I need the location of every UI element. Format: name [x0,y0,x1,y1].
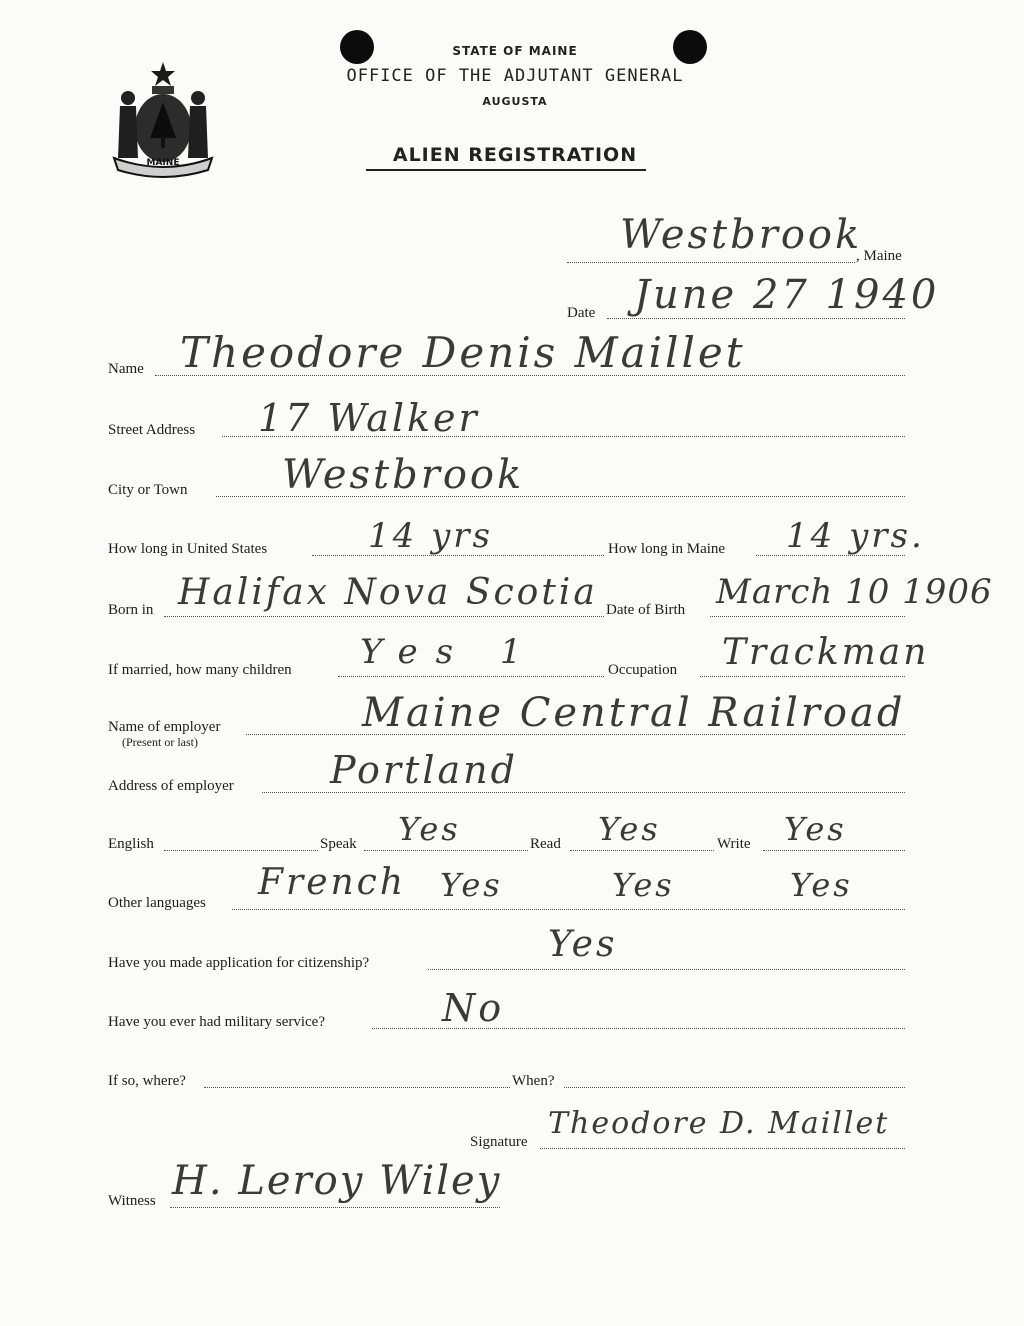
if-married-line [338,676,604,677]
employer-name-label: Name of employer [108,719,221,735]
signature-label: Signature [470,1134,528,1150]
how-long-maine-label: How long in Maine [608,541,726,557]
witness-label: Witness [108,1193,156,1209]
header-office: OFFICE OF THE ADJUTANT GENERAL [346,66,684,86]
read-label: Read [530,836,561,852]
other-write-value: Yes [790,866,853,904]
street-address-label: Street Address [108,422,196,438]
born-in-value: Halifax Nova Scotia [178,572,598,613]
born-in-line [164,616,604,617]
when-label: When? [512,1073,555,1089]
occupation-value: Trackman [722,632,930,673]
city-label: City or Town [108,482,188,498]
employer-address-label: Address of employer [108,778,234,794]
employer-name-value: Maine Central Railroad [362,690,906,736]
write-line [763,850,905,851]
other-speak-value: Yes [440,866,503,904]
citizenship-label: Have you made application for citizenship? [108,955,370,971]
english-write-value: Yes [784,810,847,848]
name-value: Theodore Denis Maillet [180,328,746,377]
header-city: AUGUSTA [482,95,548,108]
other-languages-line [232,909,905,910]
english-speak-value: Yes [398,810,461,848]
town-line [567,262,855,263]
header-state: STATE OF MAINE [452,44,578,58]
name-label: Name [108,361,144,377]
signature-line [540,1148,905,1149]
city-value: Westbrook [282,452,525,498]
maine-label: , Maine [856,248,902,264]
citizenship-line [428,969,905,970]
street-address-value: 17 Walker [258,396,480,440]
how-long-maine-value: 14 yrs. [786,516,925,556]
speak-label: Speak [320,836,357,852]
speak-line [364,850,528,851]
english-read-value: Yes [598,810,661,848]
date-line [607,318,905,319]
witness-value: H. Leroy Wiley [172,1158,502,1204]
date-of-birth-value: March 10 1906 [716,572,993,612]
state-seal-icon [108,58,218,178]
date-value: June 27 1940 [634,272,940,318]
english-label: English [108,836,154,852]
title-underline [366,169,646,171]
military-label: Have you ever had military service? [108,1014,325,1030]
if-so-where-label: If so, where? [108,1073,186,1089]
write-label: Write [717,836,751,852]
other-read-value: Yes [612,866,675,904]
other-language-value: French [258,862,407,903]
if-so-where-line [204,1087,510,1088]
how-long-us-label: How long in United States [108,541,268,557]
born-in-label: Born in [108,602,154,618]
english-line [164,850,318,851]
how-long-us-value: 14 yrs [368,516,493,556]
employer-address-line [262,792,905,793]
date-of-birth-label: Date of Birth [606,602,686,618]
military-value: No [442,986,505,1030]
if-married-label: If married, how many children [108,662,292,678]
occupation-line [700,676,905,677]
citizenship-value: Yes [548,924,618,965]
seal-banner-text: MAINE [146,158,180,168]
occupation-label: Occupation [608,662,678,678]
signature-value: Theodore D. Maillet [548,1106,890,1141]
date-label: Date [567,305,596,321]
married-children-value: Yes 1 [360,632,540,672]
town-value: Westbrook [620,212,863,258]
witness-line [170,1207,500,1208]
employer-address-value: Portland [330,748,518,792]
form-title: ALIEN REGISTRATION [392,144,638,166]
when-line [564,1087,905,1088]
other-languages-label: Other languages [108,895,206,911]
employer-note-label: (Present or last) [122,735,198,749]
date-of-birth-line [710,616,905,617]
read-line [570,850,714,851]
